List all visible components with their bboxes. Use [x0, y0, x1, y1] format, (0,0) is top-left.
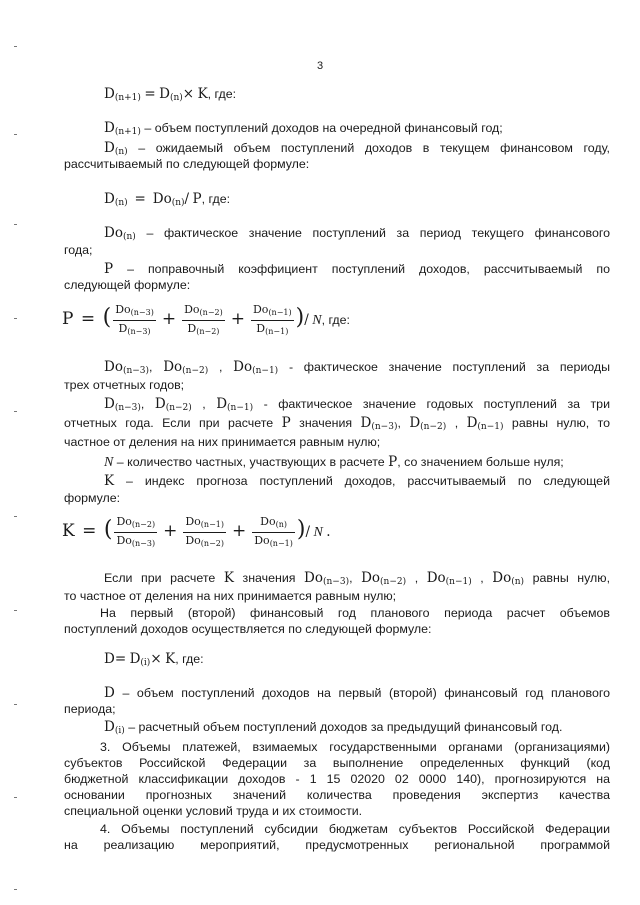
paragraph-3-line: основании прогнозных значений количества проведения экспертиз качества	[64, 788, 610, 802]
fraction: $\frac{Do_{(n-2)}}{Do_{(n-3)}}$	[116, 515, 156, 548]
fraction: $\frac{Do_{(n-3)}}{D_{(n-3)}}$	[115, 303, 154, 336]
scan-mark	[14, 224, 17, 225]
text-line: то частное от деления на них принимается равным нулю;	[64, 589, 397, 603]
paragraph-3-line: 3. Объемы платежей, взимаемых государственными органами (организациями)	[100, 740, 610, 754]
definition-do-current: $Do_{(n)}$ – фактическое значение поступлений за период текущего финансового	[104, 225, 610, 242]
definition-p: P – поправочный коэффициент поступлений доходов, рассчитываемый по	[104, 261, 610, 277]
formula-k: K = ( $\frac{Do_{(n-2)}}{Do_{(n-3)}}$ + $\frac{Do_{(n-1)}}{Do_{(n-2)}}$ + $\frac{Do_{(n)}}{Do_{(n-1)}}$ )/ N .	[62, 515, 331, 548]
scan-mark	[14, 134, 17, 135]
text-line: следующей формуле:	[64, 278, 191, 292]
formula-d-planned: $D= D_{(i)}\times K$, где:	[104, 651, 204, 668]
scan-mark	[14, 889, 17, 890]
definition-d-next: $D_{(n+1)}$ – объем поступлений доходов на очередной финансовый год;	[104, 120, 503, 137]
formula-p: P = ( $\frac{Do_{(n-3)}}{D_{(n-3)}}$ + $\frac{Do_{(n-2)}}{D_{(n-2)}}$ + $\frac{Do_{(n-1)}}{D_{(n-1)}}$ )/ N, где:	[62, 303, 350, 336]
definition-d-i: $D_{(i)}$ – расчетный объем поступлений доходов за предыдущий финансовый год.	[104, 719, 563, 736]
text-line: года;	[64, 243, 93, 257]
definition-n: N – количество частных, участвующих в расчете P, со значением больше нуля;	[104, 454, 564, 470]
paragraph-3-line: специальной оценки условий труда и их стоимости.	[64, 804, 363, 818]
formula-d-current: $D_{(n)} = Do_{(n)}/$ P, где:	[104, 191, 231, 208]
paragraph-4-line: на реализацию мероприятий, предусмотренных региональной программой	[64, 838, 610, 852]
definition-d-planned: D – объем поступлений доходов на первый (второй) финансовый год планового	[104, 685, 610, 701]
scan-mark	[14, 411, 17, 412]
formula-forecast: $D_{(n+1)} = D_{(n)}\times K$, где:	[104, 86, 237, 103]
paragraph-3-line: субъектов Российской Федерации за выполнение определенных функций (код	[64, 756, 610, 770]
definition-d-periods: $D_{(n-3)}$, $D_{(n-2)}$ , $D_{(n-1)}$ - фактическое значение годовых поступлений за три	[104, 396, 610, 413]
text-line: рассчитываемый по следующей формуле:	[64, 157, 310, 171]
text-line: трех отчетных годов;	[64, 378, 185, 392]
definition-k: K – индекс прогноза поступлений доходов, рассчитываемый по следующей	[104, 473, 610, 489]
text-line: отчетных года. Если при расчете P значения $D_{(n-3)}$, $D_{(n-2)}$ , $D_{(n-1)}$ равны нулю, то	[64, 415, 611, 432]
text-line: поступлений доходов осуществляется по следующей формуле:	[64, 622, 432, 636]
fraction: $\frac{Do_{(n-2)}}{D_{(n-2)}}$	[184, 303, 223, 336]
scan-mark	[14, 318, 17, 319]
scan-mark	[14, 516, 17, 517]
definition-do-periods: $Do_{(n-3)}$, $Do_{(n-2)}$ , $Do_{(n-1)}$ - фактическое значение поступлений за периоды	[104, 359, 611, 376]
condition-k-zero: Если при расчете K значения $Do_{(n-3)}$, $Do_{(n-2)}$ , $Do_{(n-1)}$ , $Do_{(n)}$ равны нулю,	[104, 570, 611, 587]
text-line: формуле:	[64, 491, 121, 505]
definition-d-current: $D_{(n)}$ – ожидаемый объем поступлений доходов в текущем финансовом году,	[104, 140, 611, 157]
scan-mark	[14, 610, 17, 611]
page-number: 3	[316, 60, 324, 72]
fraction: $\frac{Do_{(n-1)}}{Do_{(n-2)}}$	[185, 515, 224, 548]
text-line: частное от деления на них принимается равным нулю;	[64, 435, 381, 449]
scan-mark	[14, 46, 17, 47]
fraction: $\frac{Do_{(n)}}{Do_{(n-1)}}$	[254, 515, 293, 548]
paragraph-3-line: бюджетной классификации доходов - 1 15 02020 02 0000 140), прогнозируются на	[64, 772, 610, 786]
text-line: На первый (второй) финансовый год планового периода расчет объемов	[100, 606, 610, 620]
fraction: $\frac{Do_{(n-1)}}{D_{(n-1)}}$	[252, 303, 292, 336]
scan-mark	[14, 704, 17, 705]
text-line: периода;	[64, 702, 116, 716]
scan-mark	[14, 797, 17, 798]
paragraph-4-line: 4. Объемы поступлений субсидии бюджетам субъектов Российской Федерации	[100, 822, 610, 836]
